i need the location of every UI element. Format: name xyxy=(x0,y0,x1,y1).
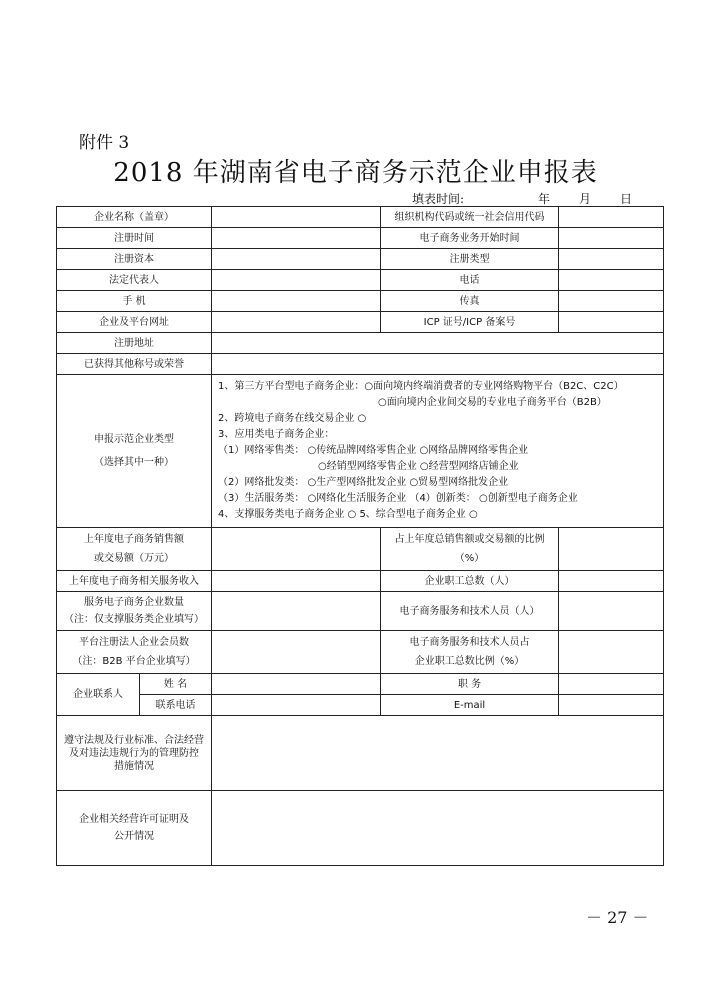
employees-label: 企业职工总数（人） xyxy=(381,571,559,592)
service-count-line: 服务电子商务企业数量 xyxy=(84,597,184,608)
fill-year: 年 xyxy=(538,192,551,206)
sales-line: 或交易额（万元） xyxy=(94,553,174,564)
fill-time-label: 填表时间: xyxy=(412,192,465,206)
ec-start-time-field[interactable] xyxy=(559,228,664,249)
reg-address-field[interactable] xyxy=(212,333,664,354)
table-row xyxy=(57,791,664,866)
table-row xyxy=(57,354,664,375)
type-line: 3、应用类电子商务企业： xyxy=(218,429,335,440)
fax-label: 传真 xyxy=(381,291,559,312)
compliance-line: 及对违法违规行为的管理防控 xyxy=(69,747,199,759)
reg-time-field[interactable] xyxy=(212,228,381,249)
license-field[interactable] xyxy=(212,791,664,866)
type-line[interactable]: （2）网络批发类： ○生产型网络批发企业 ○贸易型网络批发企业 xyxy=(218,477,509,488)
members-label xyxy=(57,631,212,674)
ratio-label xyxy=(381,528,559,571)
reg-capital-label: 注册资本 xyxy=(57,249,212,270)
contact-position-field[interactable] xyxy=(559,674,664,695)
tech-ratio-line: 电子商务服务和技术人员占 xyxy=(409,637,530,648)
fill-day: 日 xyxy=(620,192,633,206)
tech-ratio-field[interactable] xyxy=(559,631,664,674)
reg-type-field[interactable] xyxy=(559,249,664,270)
table-row xyxy=(57,674,664,695)
tech-staff-label: 电子商务服务和技术人员（人） xyxy=(381,592,559,631)
table-row xyxy=(57,528,664,571)
contact-email-field[interactable] xyxy=(559,695,664,716)
service-count-field[interactable] xyxy=(212,592,381,631)
members-line: （注：B2B 平台企业填写） xyxy=(72,656,196,667)
license-line: 企业相关经营许可证明及 xyxy=(79,814,189,825)
table-row xyxy=(57,631,664,674)
ratio-field[interactable] xyxy=(559,528,664,571)
ec-start-time-label: 电子商务业务开始时间 xyxy=(381,228,559,249)
members-line: 平台注册法人企业会员数 xyxy=(79,637,189,648)
honors-label: 已获得其他称号或荣誉 xyxy=(57,354,212,375)
compliance-field[interactable] xyxy=(212,716,664,791)
members-field[interactable] xyxy=(212,631,381,674)
license-label xyxy=(57,791,212,866)
company-name-label: 企业名称（盖章） xyxy=(57,207,212,228)
service-income-label: 上年度电子商务相关服务收入 xyxy=(57,571,212,592)
employees-field[interactable] xyxy=(559,571,664,592)
contact-phone-label: 联系电话 xyxy=(140,695,212,716)
application-form-table xyxy=(56,206,664,866)
table-row xyxy=(57,716,664,791)
attachment-label: 附件 3 xyxy=(79,133,130,153)
type-line[interactable]: 1、第三方平台型电子商务企业：○面向境内终端消费者的专业网络购物平台（B2C、C2C） xyxy=(218,381,624,392)
contact-position-label: 职 务 xyxy=(381,674,559,695)
table-row xyxy=(57,249,664,270)
reg-capital-field[interactable] xyxy=(212,249,381,270)
icp-field[interactable] xyxy=(559,312,664,333)
table-row xyxy=(57,375,664,528)
tech-ratio-label xyxy=(381,631,559,674)
type-line[interactable]: （1）网络零售类： ○传统品牌网络零售企业 ○网络品牌网络零售企业 xyxy=(218,445,529,456)
table-row xyxy=(57,270,664,291)
contact-email-label: E-mail xyxy=(381,695,559,716)
org-code-field[interactable] xyxy=(559,207,664,228)
website-label: 企业及平台网址 xyxy=(57,312,212,333)
reg-address-label: 注册地址 xyxy=(57,333,212,354)
reg-type-label: 注册类型 xyxy=(381,249,559,270)
table-row xyxy=(57,333,664,354)
table-row xyxy=(57,291,664,312)
tech-ratio-line: 企业职工总数比例（%） xyxy=(414,656,525,667)
org-code-label: 组织机构代码或统一社会信用代码 xyxy=(381,207,559,228)
contact-name-field[interactable] xyxy=(212,674,381,695)
reg-time-label: 注册时间 xyxy=(57,228,212,249)
type-line[interactable]: ○面向境内企业间交易的专业电子商务平台（B2B） xyxy=(378,397,607,408)
compliance-line: 遵守法规及行业标准、合法经营 xyxy=(64,734,204,746)
company-name-field[interactable] xyxy=(212,207,381,228)
type-label-note: （选择其中一种） xyxy=(94,457,174,468)
page-title: 2018 年湖南省电子商务示范企业申报表 xyxy=(113,158,598,188)
license-line: 公开情况 xyxy=(114,831,154,842)
fax-field[interactable] xyxy=(559,291,664,312)
type-label xyxy=(57,375,212,528)
table-row xyxy=(57,312,664,333)
phone-label: 电话 xyxy=(381,270,559,291)
service-count-label xyxy=(57,592,212,631)
table-row xyxy=(57,592,664,631)
type-line[interactable]: （3）生活服务类： ○网络化生活服务企业 （4）创新类： ○创新型电子商务企业 xyxy=(218,493,578,504)
type-label-line: 申报示范企业类型 xyxy=(94,434,174,445)
mobile-field[interactable] xyxy=(212,291,381,312)
icp-label: ICP 证号/ICP 备案号 xyxy=(381,312,559,333)
sales-line: 上年度电子商务销售额 xyxy=(84,534,184,545)
sales-label xyxy=(57,528,212,571)
table-row xyxy=(57,207,664,228)
fill-month: 月 xyxy=(579,192,592,206)
type-line[interactable]: 2、跨境电子商务在线交易企业 ○ xyxy=(218,413,367,424)
compliance-label xyxy=(57,716,212,791)
page-number: － 27 － xyxy=(586,908,649,927)
type-line[interactable]: 4、支撑服务类电子商务企业 ○ 5、综合型电子商务企业 ○ xyxy=(218,509,478,520)
honors-field[interactable] xyxy=(212,354,664,375)
table-row xyxy=(57,571,664,592)
legal-rep-label: 法定代表人 xyxy=(57,270,212,291)
ratio-line: 占上年度总销售额或交易额的比例 xyxy=(394,534,545,545)
tech-staff-field[interactable] xyxy=(559,592,664,631)
contact-phone-field[interactable] xyxy=(212,695,381,716)
table-row xyxy=(57,695,664,716)
type-options[interactable] xyxy=(212,375,664,528)
compliance-line: 措施情况 xyxy=(114,760,154,772)
phone-field[interactable] xyxy=(559,270,664,291)
service-count-line: （注：仅支撑服务类企业填写） xyxy=(64,614,204,625)
table-row xyxy=(57,228,664,249)
website-field[interactable] xyxy=(212,312,381,333)
legal-rep-field[interactable] xyxy=(212,270,381,291)
contact-label: 企业联系人 xyxy=(57,674,140,716)
mobile-label: 手 机 xyxy=(57,291,212,312)
type-line[interactable]: ○经销型网络零售企业 ○经营型网络店铺企业 xyxy=(318,461,519,472)
sales-field[interactable] xyxy=(212,528,381,571)
contact-name-label: 姓 名 xyxy=(140,674,212,695)
service-income-field[interactable] xyxy=(212,571,381,592)
ratio-line: （%） xyxy=(454,553,485,564)
